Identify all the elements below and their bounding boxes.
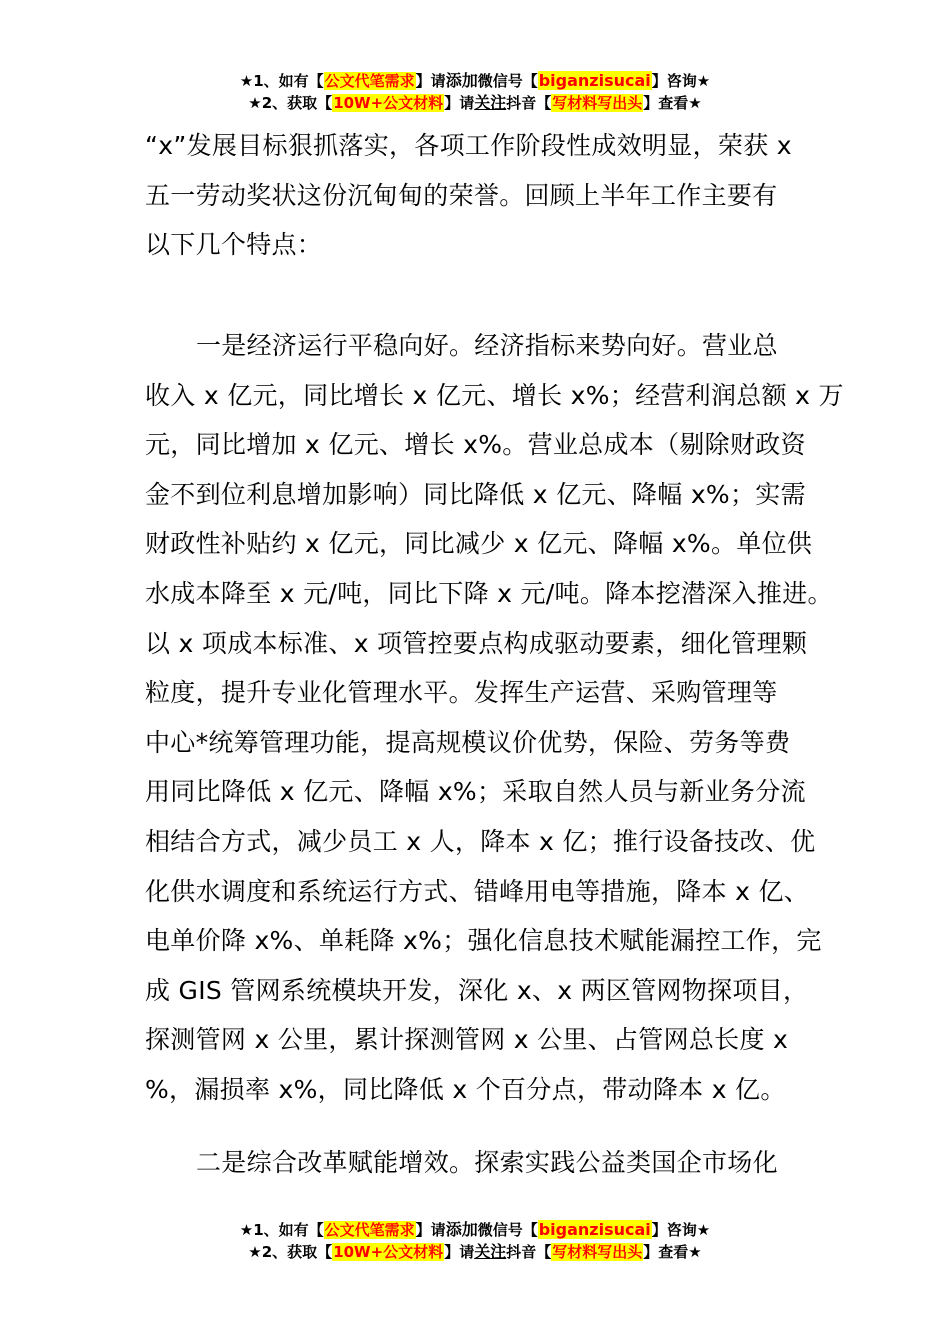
text-line: 元，同比增加 x 亿元、增长 x%。营业总成本（剔除财政资 — [145, 430, 806, 460]
highlight-text: biganzisucai — [538, 1220, 651, 1239]
banner-text: ★2、获取【 — [248, 94, 333, 112]
banner-line-1 — [0, 70, 950, 92]
highlight-text: 写材料写出头 — [552, 94, 643, 112]
banner-text: 微信号【 — [477, 1221, 538, 1239]
paragraph-two — [145, 1138, 817, 1188]
banner-text: 抖音【 — [506, 1243, 552, 1261]
emphasis-text: 关注 — [474, 1242, 507, 1261]
text-line: 五一劳动奖状这份沉甸甸的荣誉。回顾上半年工作主要有 — [145, 180, 778, 210]
text-line: 探测管网 x 公里，累计探测管网 x 公里、占管网总长度 x — [145, 1025, 789, 1055]
text-line: 中心*统筹管理功能，提高规模议价优势，保险、劳务等费 — [145, 727, 791, 757]
paragraph-intro — [145, 121, 817, 270]
text-line: 金不到位利息增加影响）同比降低 x 亿元、降幅 x%；实需 — [145, 479, 806, 509]
banner-text: 】咨询★ — [651, 72, 711, 90]
banner-text: ★1、如有【 — [239, 72, 324, 90]
banner-line-1 — [0, 1219, 950, 1241]
highlight-text: 10W+公文材料 — [333, 1243, 444, 1261]
highlight-text: 公文代笔需求 — [324, 1221, 415, 1239]
banner-text: ★1、如有【 — [239, 1221, 324, 1239]
banner-text: 】请 — [415, 1221, 446, 1239]
text-line: 成 GIS 管网系统模块开发，深化 x、x 两区管网物探项目， — [145, 975, 809, 1005]
banner-line-2 — [0, 1241, 950, 1263]
banner-text: 微信号【 — [477, 72, 538, 90]
text-line: 以下几个特点： — [145, 230, 323, 260]
highlight-text: 10W+公文材料 — [333, 94, 444, 112]
header-banner — [0, 70, 950, 114]
emphasis-text: 添加 — [445, 1220, 478, 1239]
paragraph-one — [145, 321, 844, 1115]
banner-line-2 — [0, 92, 950, 114]
banner-text: 】请 — [444, 94, 475, 112]
banner-text: 】请 — [415, 72, 446, 90]
emphasis-text: 添加 — [445, 71, 478, 90]
text-line: 财政性补贴约 x 亿元，同比减少 x 亿元、降幅 x%。单位供 — [145, 529, 813, 559]
text-line: 一是经济运行平稳向好。经济指标来势向好。营业总 — [196, 331, 778, 360]
text-line: 水成本降至 x 元/吨，同比下降 x 元/吨。降本挖潜深入推进。 — [145, 578, 833, 608]
text-line: 电单价降 x%、单耗降 x%；强化信息技术赋能漏控工作，完 — [145, 926, 822, 956]
banner-text: 】查看★ — [643, 94, 702, 112]
text-line: 以 x 项成本标准、x 项管控要点构成驱动要素，细化管理颗 — [145, 628, 808, 658]
footer-banner — [0, 1219, 950, 1263]
highlight-text: biganzisucai — [538, 71, 651, 90]
emphasis-text: 关注 — [474, 93, 507, 112]
text-line: %，漏损率 x%，同比降低 x 个百分点，带动降本 x 亿。 — [145, 1074, 786, 1104]
highlight-text: 公文代笔需求 — [324, 72, 415, 90]
banner-text: ★2、获取【 — [248, 1243, 333, 1261]
text-line: 收入 x 亿元，同比增长 x 亿元、增长 x%；经营利润总额 x 万 — [145, 380, 844, 410]
banner-text: 】请 — [444, 1243, 475, 1261]
banner-text: 抖音【 — [506, 94, 552, 112]
text-line: 二是综合改革赋能增效。探索实践公益类国企市场化 — [196, 1148, 778, 1177]
banner-text: 】查看★ — [643, 1243, 702, 1261]
text-line: 化供水调度和系统运行方式、错峰用电等措施，降本 x 亿、 — [145, 876, 810, 906]
banner-text: 】咨询★ — [651, 1221, 711, 1239]
text-line: 粒度，提升专业化管理水平。发挥生产运营、采购管理等 — [145, 678, 778, 708]
highlight-text: 写材料写出头 — [552, 1243, 643, 1261]
text-line: 用同比降低 x 亿元、降幅 x%；采取自然人员与新业务分流 — [145, 777, 806, 807]
text-line: 相结合方式，减少员工 x 人，降本 x 亿；推行设备技改、优 — [145, 826, 816, 856]
text-line: “x”发展目标狠抓落实，各项工作阶段性成效明显，荣获 x — [145, 131, 792, 160]
